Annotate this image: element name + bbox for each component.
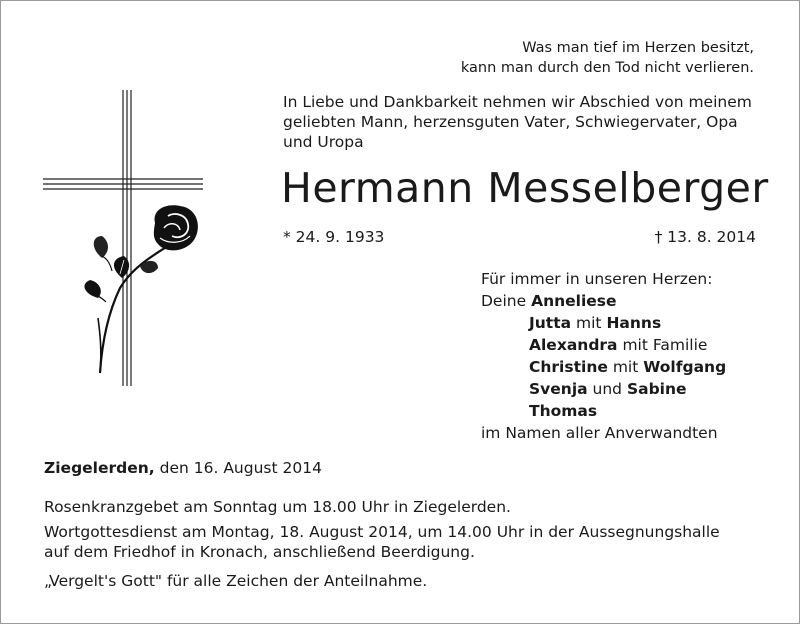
service-notes bbox=[44, 497, 720, 591]
service-note-line-2: auf dem Friedhof in Kronach, anschließend Beerdigung. bbox=[44, 543, 475, 561]
cross-with-rose-icon bbox=[40, 88, 215, 388]
name-hanns: Hanns bbox=[606, 314, 662, 332]
family-heading: Für immer in unseren Herzen: bbox=[481, 270, 713, 288]
family-line-anneliese bbox=[481, 290, 726, 312]
birth-date: * 24. 9. 1933 bbox=[283, 228, 385, 246]
word-mit: mit bbox=[576, 314, 602, 332]
name-anneliese: Anneliese bbox=[531, 292, 617, 310]
family-line-alexandra bbox=[481, 334, 726, 356]
place-and-date bbox=[44, 459, 322, 477]
name-wolfgang: Wolfgang bbox=[643, 358, 727, 376]
family-line-jutta bbox=[481, 312, 726, 334]
family-closing: im Namen aller Anverwandten bbox=[481, 424, 718, 442]
family-line-christine bbox=[481, 356, 726, 378]
quote-line-1: Was man tief im Herzen besitzt, bbox=[522, 40, 754, 56]
family-line-thomas bbox=[481, 400, 726, 422]
deceased-name: Hermann Messelberger bbox=[281, 164, 769, 212]
family-line-svenja bbox=[481, 378, 726, 400]
name-thomas: Thomas bbox=[529, 402, 598, 420]
name-alexandra: Alexandra bbox=[529, 336, 618, 354]
name-jutta: Jutta bbox=[529, 314, 572, 332]
thanks-note: „Vergelt's Gott" für alle Zeichen der Anteilnahme. bbox=[44, 572, 428, 590]
word-mit: mit bbox=[612, 358, 639, 376]
memorial-quote bbox=[461, 38, 754, 78]
word-und: und bbox=[592, 380, 623, 398]
rosary-note: Rosenkranzgebet am Sonntag um 18.00 Uhr in Ziegelerden. bbox=[44, 498, 511, 516]
death-date: † 13. 8. 2014 bbox=[654, 228, 756, 246]
word-mit-familie: mit Familie bbox=[622, 336, 708, 354]
name-svenja: Svenja bbox=[529, 380, 588, 398]
intro-text: In Liebe und Dankbarkeit nehmen wir Abschied von meinem geliebten Mann, herzensguten Vater, Schwiegervater, Opa und Uropa bbox=[283, 93, 752, 151]
notice-date: den 16. August 2014 bbox=[159, 459, 322, 477]
name-sabine: Sabine bbox=[626, 380, 687, 398]
word-deine: Deine bbox=[481, 292, 527, 310]
quote-line-2: kann man durch den Tod nicht verlieren. bbox=[460, 60, 754, 76]
family-list bbox=[481, 268, 726, 444]
name-christine: Christine bbox=[529, 358, 608, 376]
place: Ziegelerden, bbox=[44, 459, 155, 477]
service-note-line-1: Wortgottesdienst am Montag, 18. August 2014, um 14.00 Uhr in der Aussegnungshalle bbox=[44, 523, 720, 541]
